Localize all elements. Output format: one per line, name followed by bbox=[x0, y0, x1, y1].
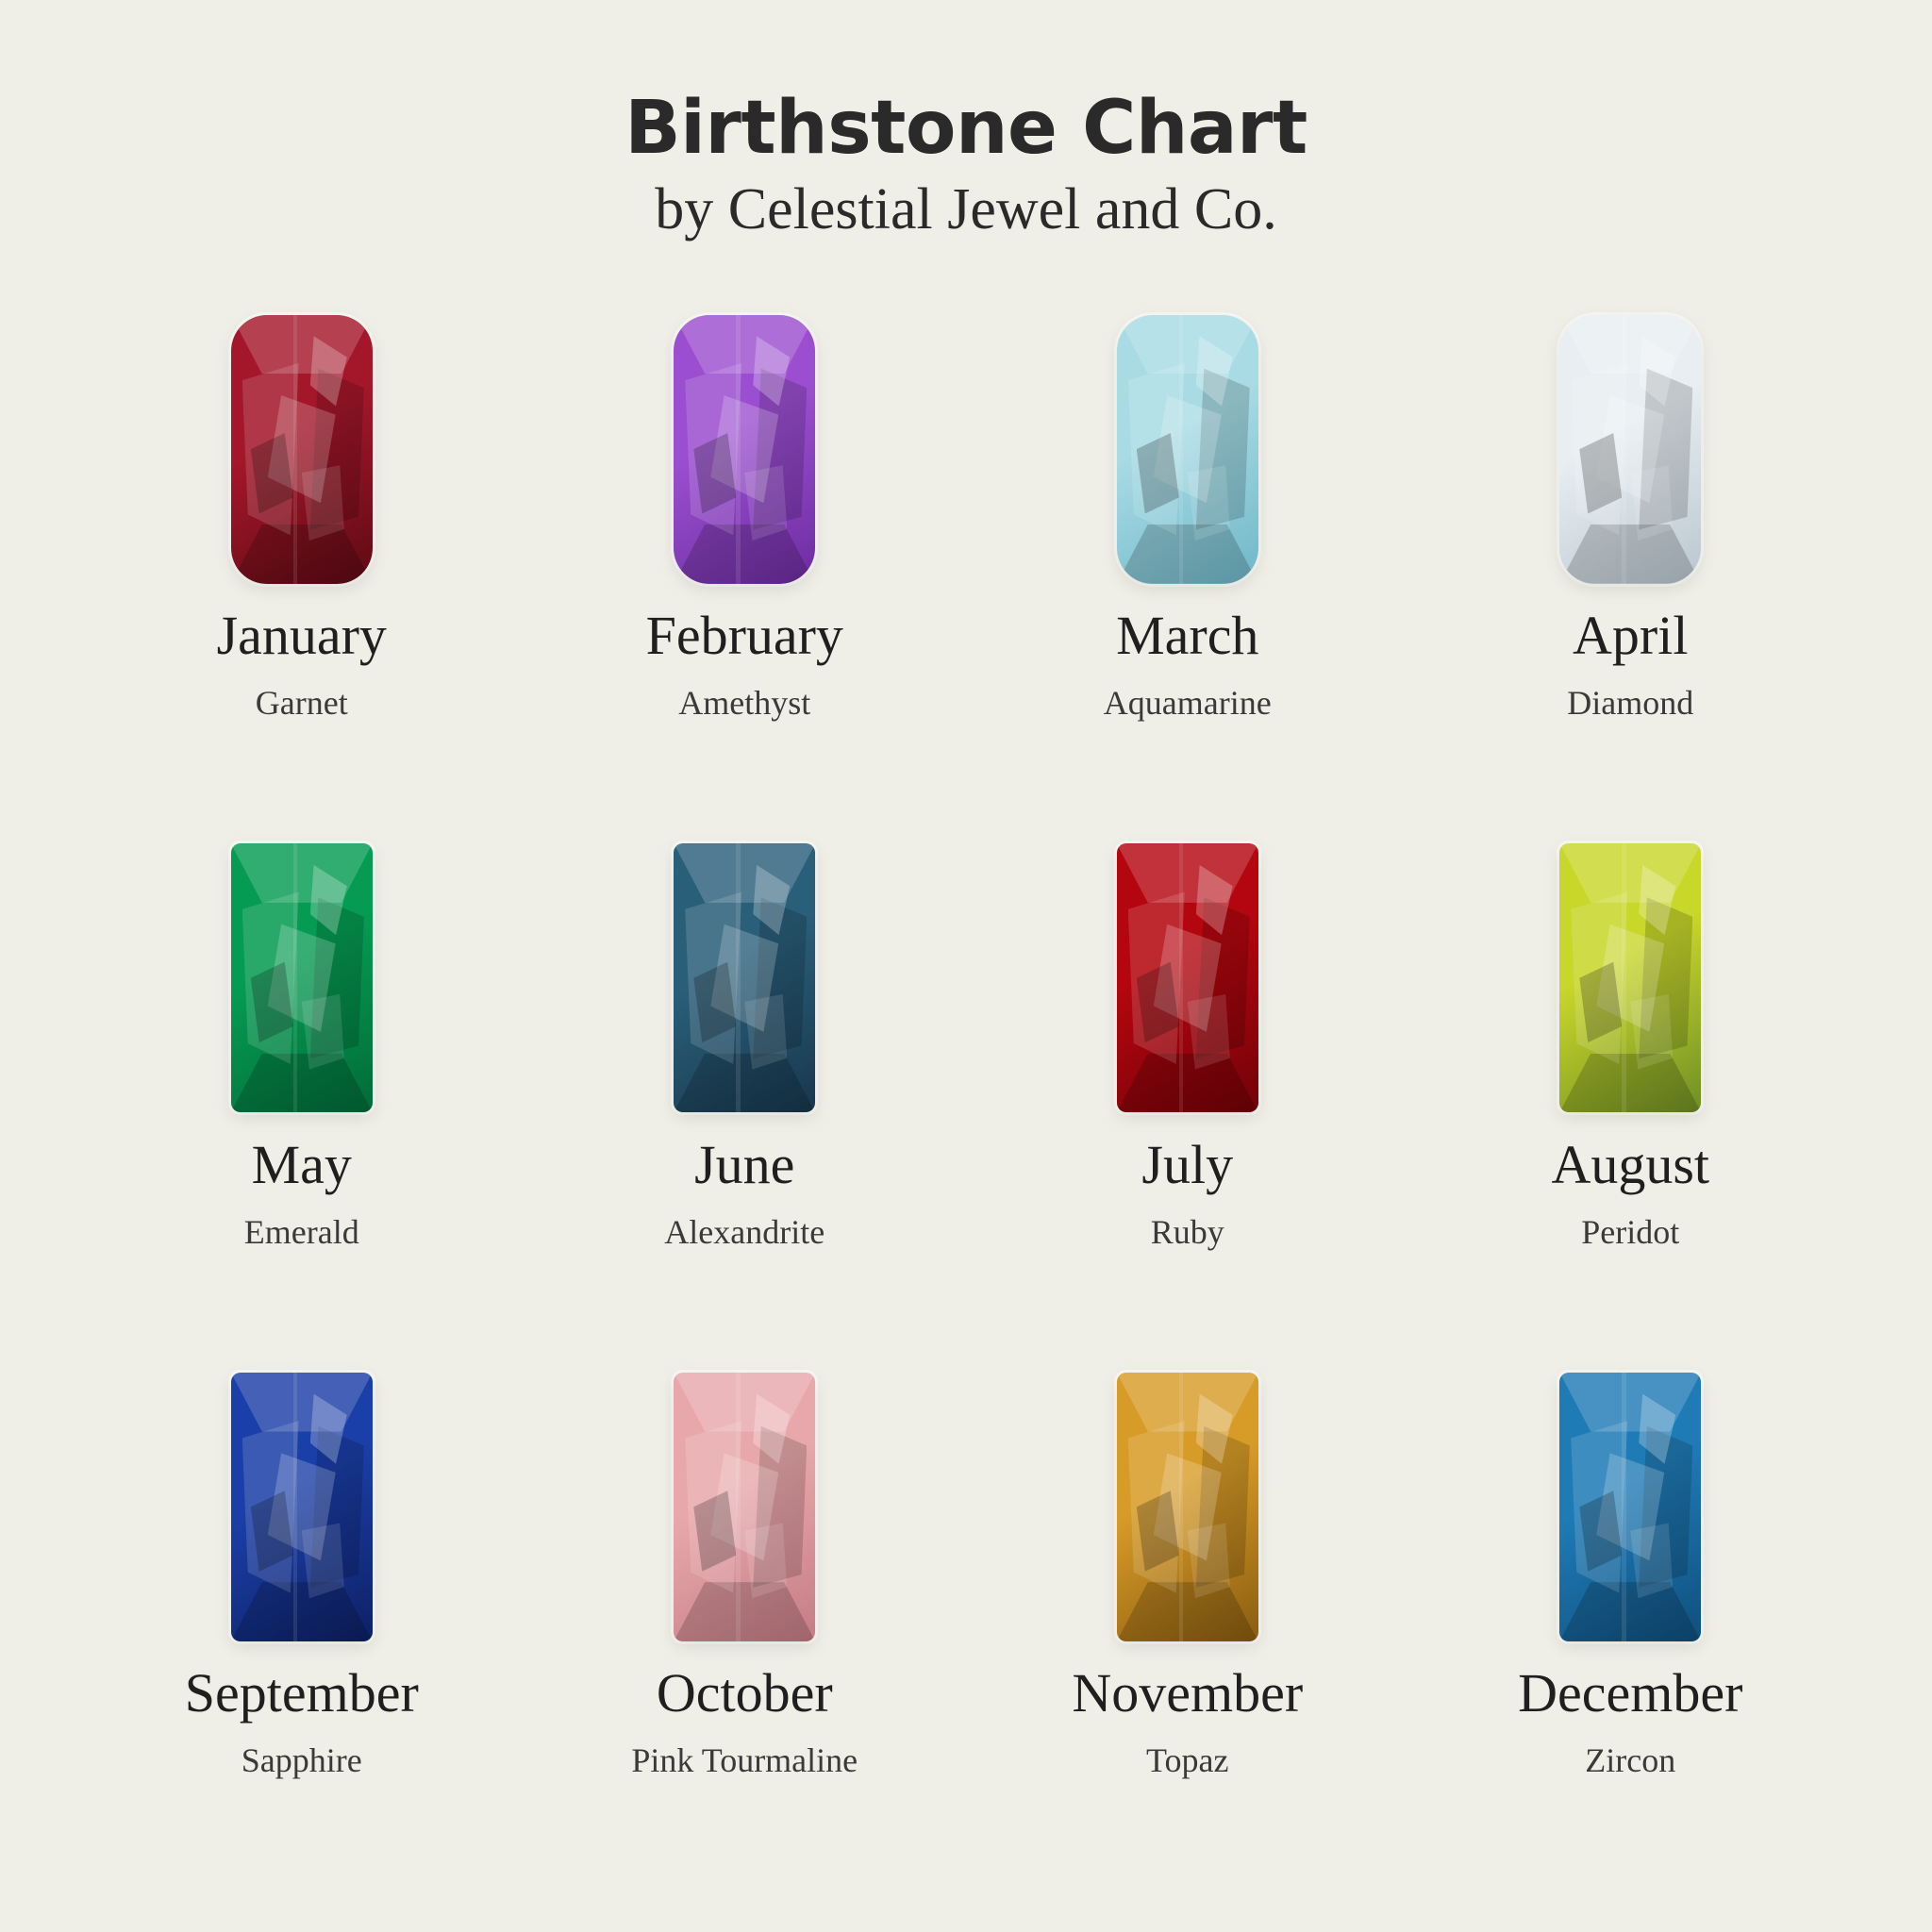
gem-facets bbox=[231, 843, 373, 1112]
birthstone-cell bbox=[85, 1365, 519, 1894]
gem-image-wrap bbox=[674, 837, 815, 1120]
gem-icon bbox=[1117, 1373, 1258, 1641]
birthstone-cell bbox=[528, 308, 962, 837]
gem-icon bbox=[674, 843, 815, 1112]
gem-image-wrap bbox=[1559, 308, 1701, 591]
gem-icon bbox=[231, 315, 373, 584]
stone-label: Zircon bbox=[1585, 1741, 1676, 1780]
gem-facets bbox=[1117, 843, 1258, 1112]
birthstone-cell bbox=[1414, 308, 1848, 837]
gem-icon bbox=[674, 315, 815, 584]
gem-icon bbox=[1117, 315, 1258, 584]
gem-image-wrap bbox=[231, 1365, 373, 1648]
month-label: March bbox=[1116, 605, 1259, 667]
stone-label: Alexandrite bbox=[664, 1212, 825, 1251]
gem-icon bbox=[1559, 315, 1701, 584]
month-label: February bbox=[645, 605, 843, 667]
gem-facets bbox=[231, 315, 373, 584]
stone-label: Sapphire bbox=[241, 1741, 362, 1780]
stone-label: Peridot bbox=[1581, 1212, 1680, 1251]
gem-icon bbox=[1117, 843, 1258, 1112]
gem-icon bbox=[1559, 843, 1701, 1112]
gem-image-wrap bbox=[1559, 837, 1701, 1120]
gem-facets bbox=[1117, 1373, 1258, 1641]
stone-label: Diamond bbox=[1567, 683, 1694, 722]
gem-facets bbox=[674, 843, 815, 1112]
gem-facets bbox=[1117, 315, 1258, 584]
chart-header bbox=[85, 86, 1847, 242]
stone-label: Emerald bbox=[243, 1212, 359, 1251]
stone-label: Amethyst bbox=[678, 683, 811, 722]
gem-image-wrap bbox=[1559, 1365, 1701, 1648]
birthstone-grid bbox=[85, 308, 1847, 1894]
month-label: September bbox=[184, 1662, 419, 1724]
month-label: April bbox=[1573, 605, 1689, 667]
gem-icon bbox=[674, 1373, 815, 1641]
birthstone-cell bbox=[971, 837, 1405, 1366]
stone-label: Aquamarine bbox=[1103, 683, 1272, 722]
birthstone-cell bbox=[1414, 837, 1848, 1366]
gem-facets bbox=[231, 1373, 373, 1641]
birthstone-cell bbox=[971, 1365, 1405, 1894]
gem-icon bbox=[231, 1373, 373, 1641]
gem-image-wrap bbox=[674, 308, 815, 591]
month-label: August bbox=[1551, 1133, 1710, 1195]
gem-icon bbox=[231, 843, 373, 1112]
gem-facets bbox=[1559, 1373, 1701, 1641]
birthstone-cell bbox=[1414, 1365, 1848, 1894]
birthstone-cell bbox=[528, 1365, 962, 1894]
month-label: November bbox=[1072, 1662, 1304, 1724]
gem-facets bbox=[674, 315, 815, 584]
gem-facets bbox=[1559, 315, 1701, 584]
gem-image-wrap bbox=[674, 1365, 815, 1648]
birthstone-cell bbox=[528, 837, 962, 1366]
gem-facets bbox=[674, 1373, 815, 1641]
gem-icon bbox=[1559, 1373, 1701, 1641]
page-subtitle: by Celestial Jewel and Co. bbox=[655, 176, 1277, 242]
gem-facets bbox=[1559, 843, 1701, 1112]
month-label: January bbox=[216, 605, 387, 667]
stone-label: Ruby bbox=[1150, 1212, 1224, 1251]
stone-label: Topaz bbox=[1146, 1741, 1229, 1780]
page-title: Birthstone Chart bbox=[625, 86, 1307, 171]
month-label: July bbox=[1141, 1133, 1234, 1195]
stone-label: Pink Tourmaline bbox=[631, 1741, 858, 1780]
gem-image-wrap bbox=[1117, 1365, 1258, 1648]
gem-image-wrap bbox=[231, 837, 373, 1120]
month-label: May bbox=[251, 1133, 352, 1195]
birthstone-cell bbox=[971, 308, 1405, 837]
month-label: June bbox=[694, 1133, 795, 1195]
stone-label: Garnet bbox=[255, 683, 348, 722]
month-label: December bbox=[1518, 1662, 1743, 1724]
month-label: October bbox=[656, 1662, 833, 1724]
gem-image-wrap bbox=[1117, 308, 1258, 591]
gem-image-wrap bbox=[1117, 837, 1258, 1120]
gem-image-wrap bbox=[231, 308, 373, 591]
birthstone-cell bbox=[85, 308, 519, 837]
birthstone-cell bbox=[85, 837, 519, 1366]
